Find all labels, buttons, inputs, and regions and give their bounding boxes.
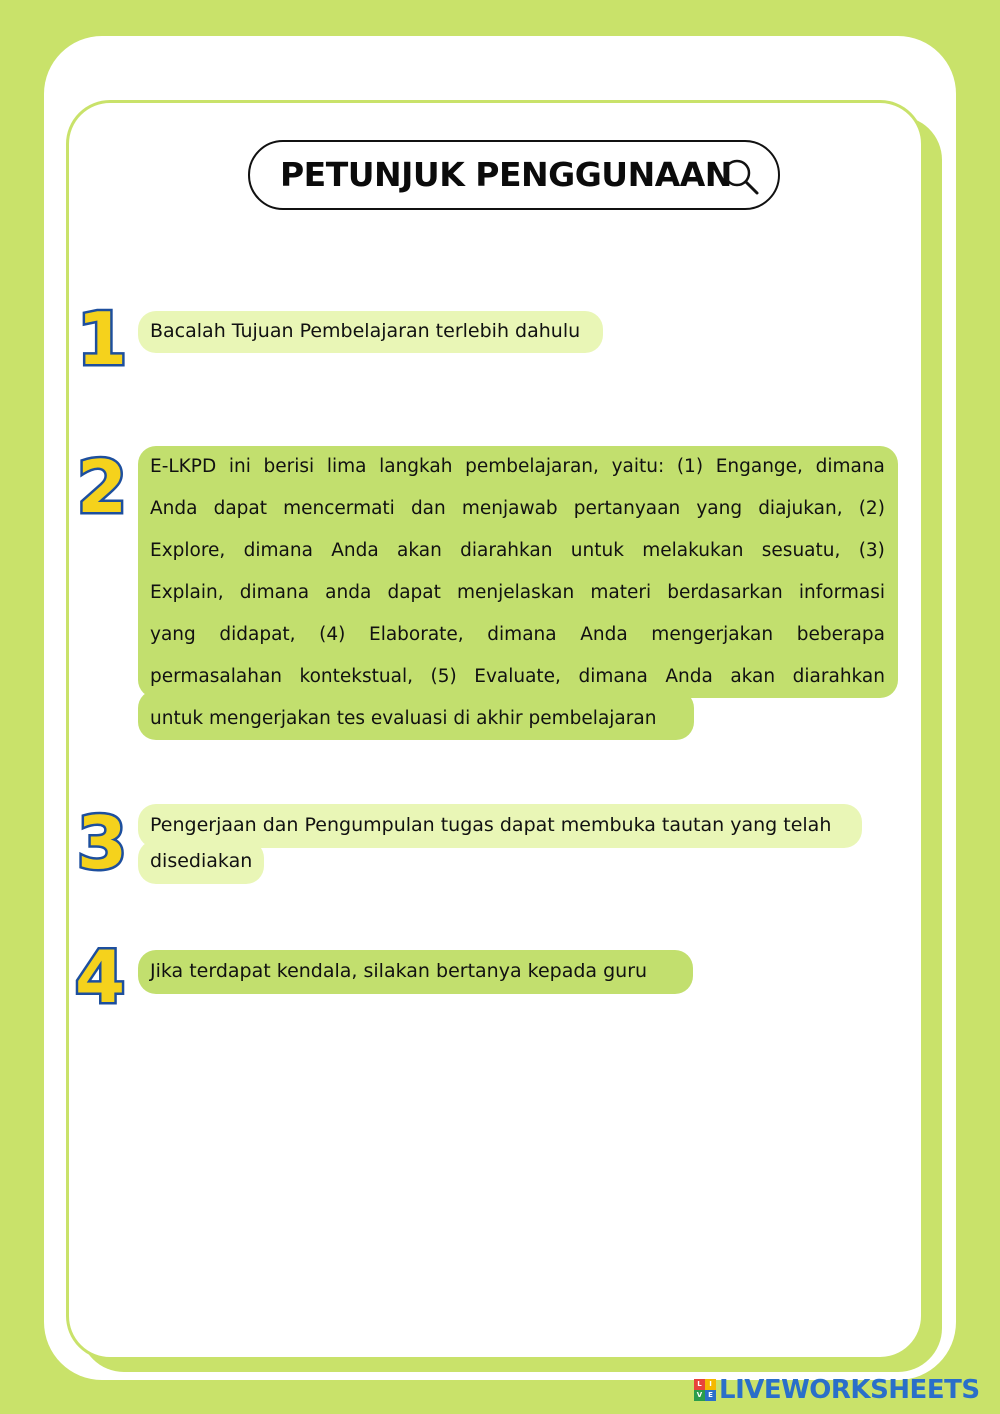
step-2-line-1: E-LKPD ini berisi lima langkah pembelajaran, yaitu: (1) Engange, dimana [150, 456, 885, 477]
step-2-line-6: permasalahan kontekstual, (5) Evaluate, dimana Anda akan diarahkan [150, 666, 885, 687]
search-icon [720, 156, 762, 196]
step-2-bubble [138, 446, 898, 698]
step-number-4 [74, 935, 130, 1019]
title-pill [248, 140, 780, 210]
step-2-line-3: Explore, dimana Anda akan diarahkan untuk melakukan sesuatu, (3) [150, 540, 885, 561]
step-2-line-2: Anda dapat mencermati dan menjawab pertanyaan yang diajukan, (2) [150, 498, 885, 519]
step-number-3 [76, 801, 132, 885]
step-number-2 [76, 445, 132, 529]
svg-text:1: 1 [76, 297, 128, 381]
step-2-line-5: yang didapat, (4) Elaborate, dimana Anda mengerjakan beberapa [150, 624, 885, 645]
svg-text:3: 3 [76, 801, 128, 885]
brand-logo-icon: L I V E [694, 1379, 716, 1401]
step-3-line-1: Pengerjaan dan Pengumpulan tugas dapat membuka tautan yang telah [150, 814, 832, 836]
page-title: PETUNJUK PENGGUNAAN [280, 155, 732, 194]
svg-text:4: 4 [74, 935, 126, 1019]
step-2-line-4: Explain, dimana anda dapat menjelaskan materi berdasarkan informasi [150, 582, 885, 603]
svg-text:2: 2 [76, 445, 128, 529]
step-3-line-2: disediakan [150, 850, 253, 872]
step-2-line-7: untuk mengerjakan tes evaluasi di akhir pembelajaran [150, 708, 657, 729]
brand-name: LIVEWORKSHEETS [719, 1375, 980, 1405]
liveworksheets-logo [694, 1374, 980, 1406]
step-number-1 [76, 297, 132, 381]
